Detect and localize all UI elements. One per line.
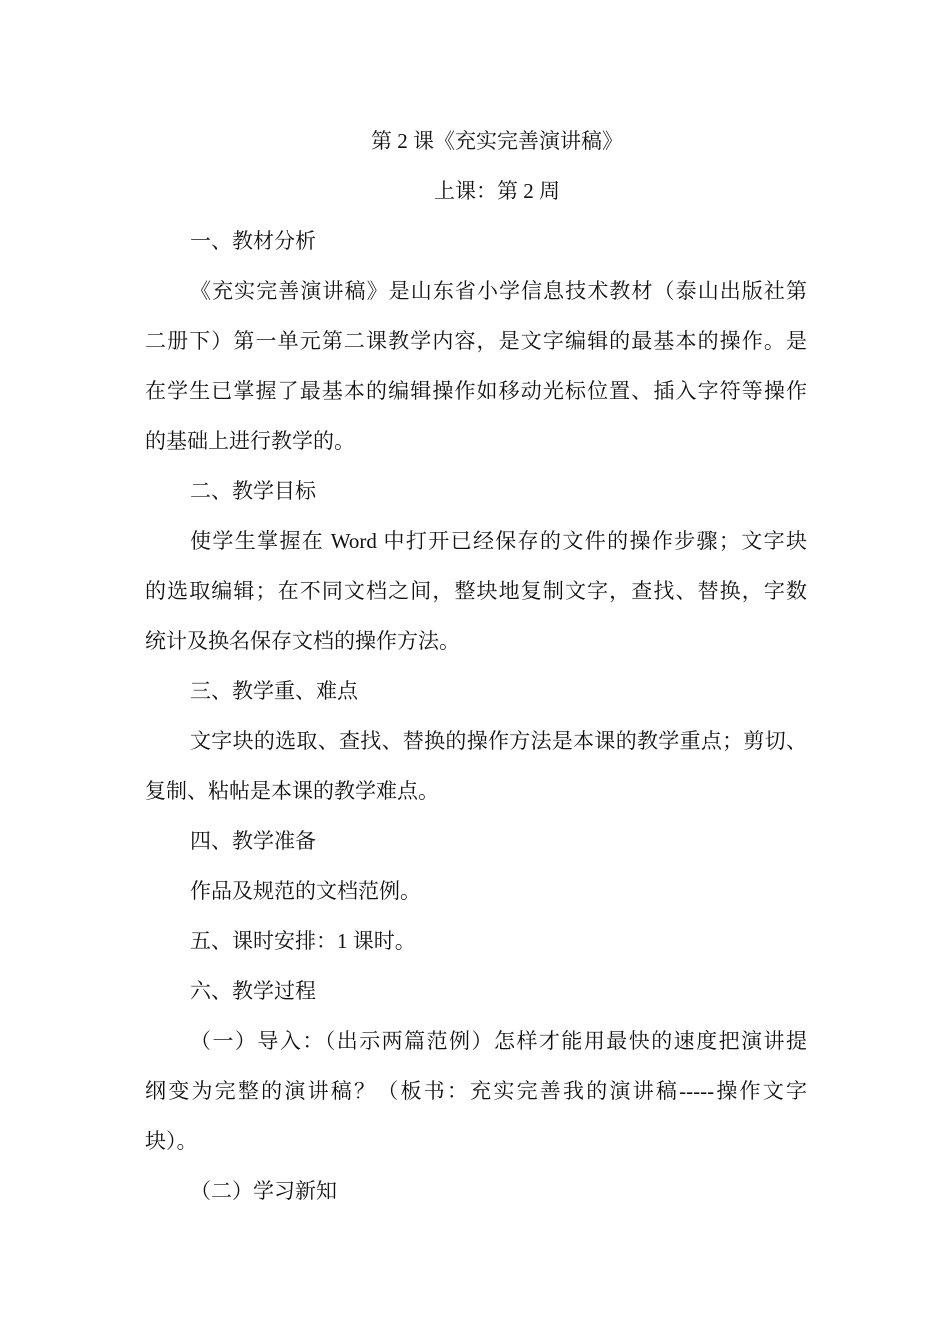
paragraph-line: 块）。 bbox=[145, 1129, 198, 1153]
paragraph-line: 纲变为完整的演讲稿？（板书：充实完善我的演讲稿-----操作文字 bbox=[145, 1079, 807, 1103]
paragraph-line: 二册下）第一单元第二课教学内容，是文字编辑的最基本的操作。是 bbox=[145, 329, 807, 353]
paragraph-line: 作品及规范的文档范例。 bbox=[190, 879, 421, 903]
document-title: 第 2 课《充实完善演讲稿》 bbox=[371, 129, 623, 153]
paragraph-line: （二）学习新知 bbox=[190, 1179, 337, 1203]
section-heading-schedule: 五、课时安排：1 课时。 bbox=[190, 929, 416, 953]
paragraph-line: 统计及换名保存文档的操作方法。 bbox=[145, 629, 460, 653]
section-heading-process: 六、教学过程 bbox=[190, 979, 316, 1003]
section-heading-key-points: 三、教学重、难点 bbox=[190, 679, 358, 703]
document-subtitle: 上课：第 2 周 bbox=[434, 179, 560, 203]
paragraph-line: （一）导入：（出示两篇范例）怎样才能用最快的速度把演讲提 bbox=[190, 1029, 807, 1053]
paragraph-line: 复制、粘帖是本课的教学难点。 bbox=[145, 779, 439, 803]
paragraph-line: 文字块的选取、查找、替换的操作方法是本课的教学重点；剪切、 bbox=[190, 729, 807, 753]
section-heading-objectives: 二、教学目标 bbox=[190, 479, 316, 503]
section-heading-analysis: 一、教材分析 bbox=[190, 229, 316, 253]
section-heading-preparation: 四、教学准备 bbox=[190, 829, 316, 853]
paragraph-line: 《充实完善演讲稿》是山东省小学信息技术教材（泰山出版社第 bbox=[190, 279, 807, 303]
paragraph-line: 的选取编辑；在不同文档之间，整块地复制文字，查找、替换，字数 bbox=[145, 579, 807, 603]
paragraph-line: 使学生掌握在 Word 中打开已经保存的文件的操作步骤；文字块 bbox=[190, 529, 807, 553]
paragraph-line: 的基础上进行教学的。 bbox=[145, 429, 355, 453]
paragraph-line: 在学生已掌握了最基本的编辑操作如移动光标位置、插入字符等操作 bbox=[145, 379, 807, 403]
